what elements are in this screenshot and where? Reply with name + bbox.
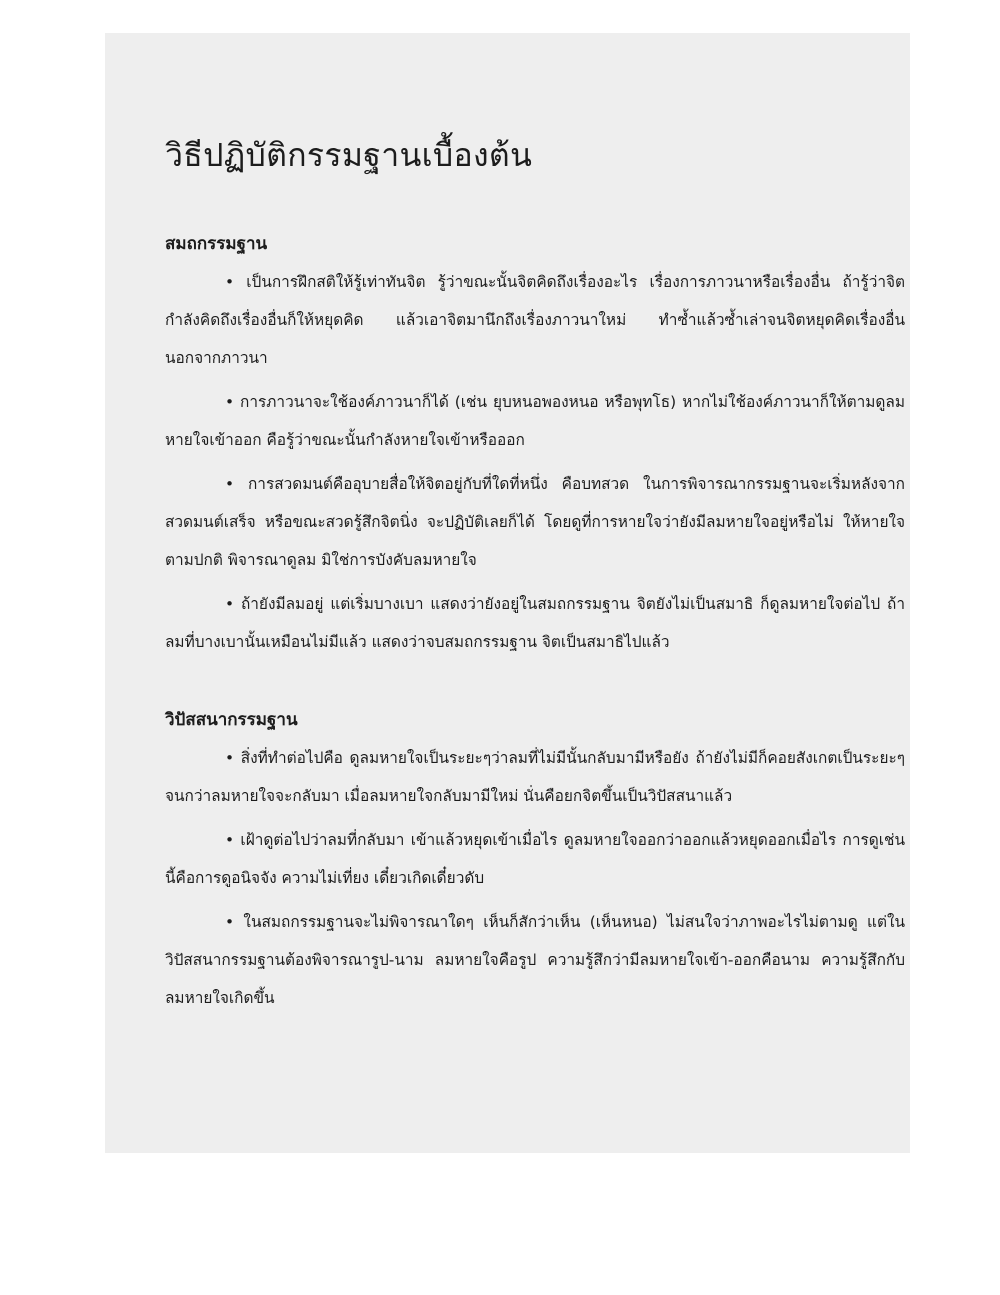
paragraph: • การภาวนาจะใช้องค์ภาวนาก็ได้ (เช่น ยุบหนอพองหนอ หรือพุทโธ) หากไม่ใช้องค์ภาวนาก็ให้ตามดูลมหายใจเข้าออก คือรู้ว่าขณะนั้นกำลังหายใจเข้าหรือออก xyxy=(165,393,905,449)
scanned-page xyxy=(105,33,910,1153)
section-samatha xyxy=(165,225,905,661)
paragraph: • สิ่งที่ทำต่อไปคือ ดูลมหายใจเป็นระยะๆว่าลมที่ไม่มีนั้นกลับมามีหรือยัง ถ้ายังไม่มีก็คอยสังเกตเป็นระยะๆจนกว่าลมหายใจจะกลับมา เมื่อลมหายใจกลับมามีใหม่ นั่นคือยกจิตขึ้นเป็นวิปัสสนาแล้ว xyxy=(165,749,905,805)
document-title: วิธีปฏิบัติกรรมฐานเบื้องต้น xyxy=(165,136,533,174)
paragraph: • การสวดมนต์คืออุบายสื่อให้จิตอยู่กับที่ใดที่หนึ่ง คือบทสวด ในการพิจารณากรรมฐานจะเริ่มหลังจากสวดมนต์เสร็จ หรือขณะสวดรู้สึกจิตนิ่ง จะปฏิบัติเลยก็ได้ โดยดูที่การหายใจว่ายังมีลมหายใจอยู่หรือไม่ ให้หายใจตามปกติ พิจารณาดูลม มิใช่การบังคับลมหายใจ xyxy=(165,475,905,569)
section-heading: วิปัสสนากรรมฐาน xyxy=(165,710,298,730)
section-heading: สมถกรรมฐาน xyxy=(165,234,268,254)
section-spacer xyxy=(165,661,905,701)
paragraph: • เฝ้าดูต่อไปว่าลมที่กลับมา เข้าแล้วหยุดเข้าเมื่อไร ดูลมหายใจออกว่าออกแล้วหยุดออกเมื่อไร การดูเช่นนี้คือการดูอนิจจัง ความไม่เที่ยง เดี๋ยวเกิดเดี๋ยวดับ xyxy=(165,831,905,887)
document-body xyxy=(165,131,905,1017)
section-vipassana xyxy=(165,701,905,1017)
paragraph: • ในสมถกรรมฐานจะไม่พิจารณาใดๆ เห็นก็สักว่าเห็น (เห็นหนอ) ไม่สนใจว่าภาพอะไรไม่ตามดู แต่ในวิปัสสนากรรมฐานต้องพิจารณารูป-นาม ลมหายใจคือรูป ความรู้สึกว่ามีลมหายใจเข้า-ออกคือนาม ความรู้สึกกับลมหายใจเกิดขึ้น xyxy=(165,913,905,1007)
paragraph: • ถ้ายังมีลมอยู่ แต่เริ่มบางเบา แสดงว่ายังอยู่ในสมถกรรมฐาน จิตยังไม่เป็นสมาธิ ก็ดูลมหายใจต่อไป ถ้าลมที่บางเบานั้นเหมือนไม่มีแล้ว แสดงว่าจบสมถกรรมฐาน จิตเป็นสมาธิไปแล้ว xyxy=(165,595,905,651)
paragraph: • เป็นการฝึกสติให้รู้เท่าทันจิต รู้ว่าขณะนั้นจิตคิดถึงเรื่องอะไร เรื่องการภาวนาหรือเรื่องอื่น ถ้ารู้ว่าจิตกำลังคิดถึงเรื่องอื่นก็ให้หยุดคิด แล้วเอาจิตมานึกถึงเรื่องภาวนาใหม่ ทำซ้ำแล้วซ้ำเล่าจนจิตหยุดคิดเรื่องอื่นนอกจากภาวนา xyxy=(165,273,905,367)
